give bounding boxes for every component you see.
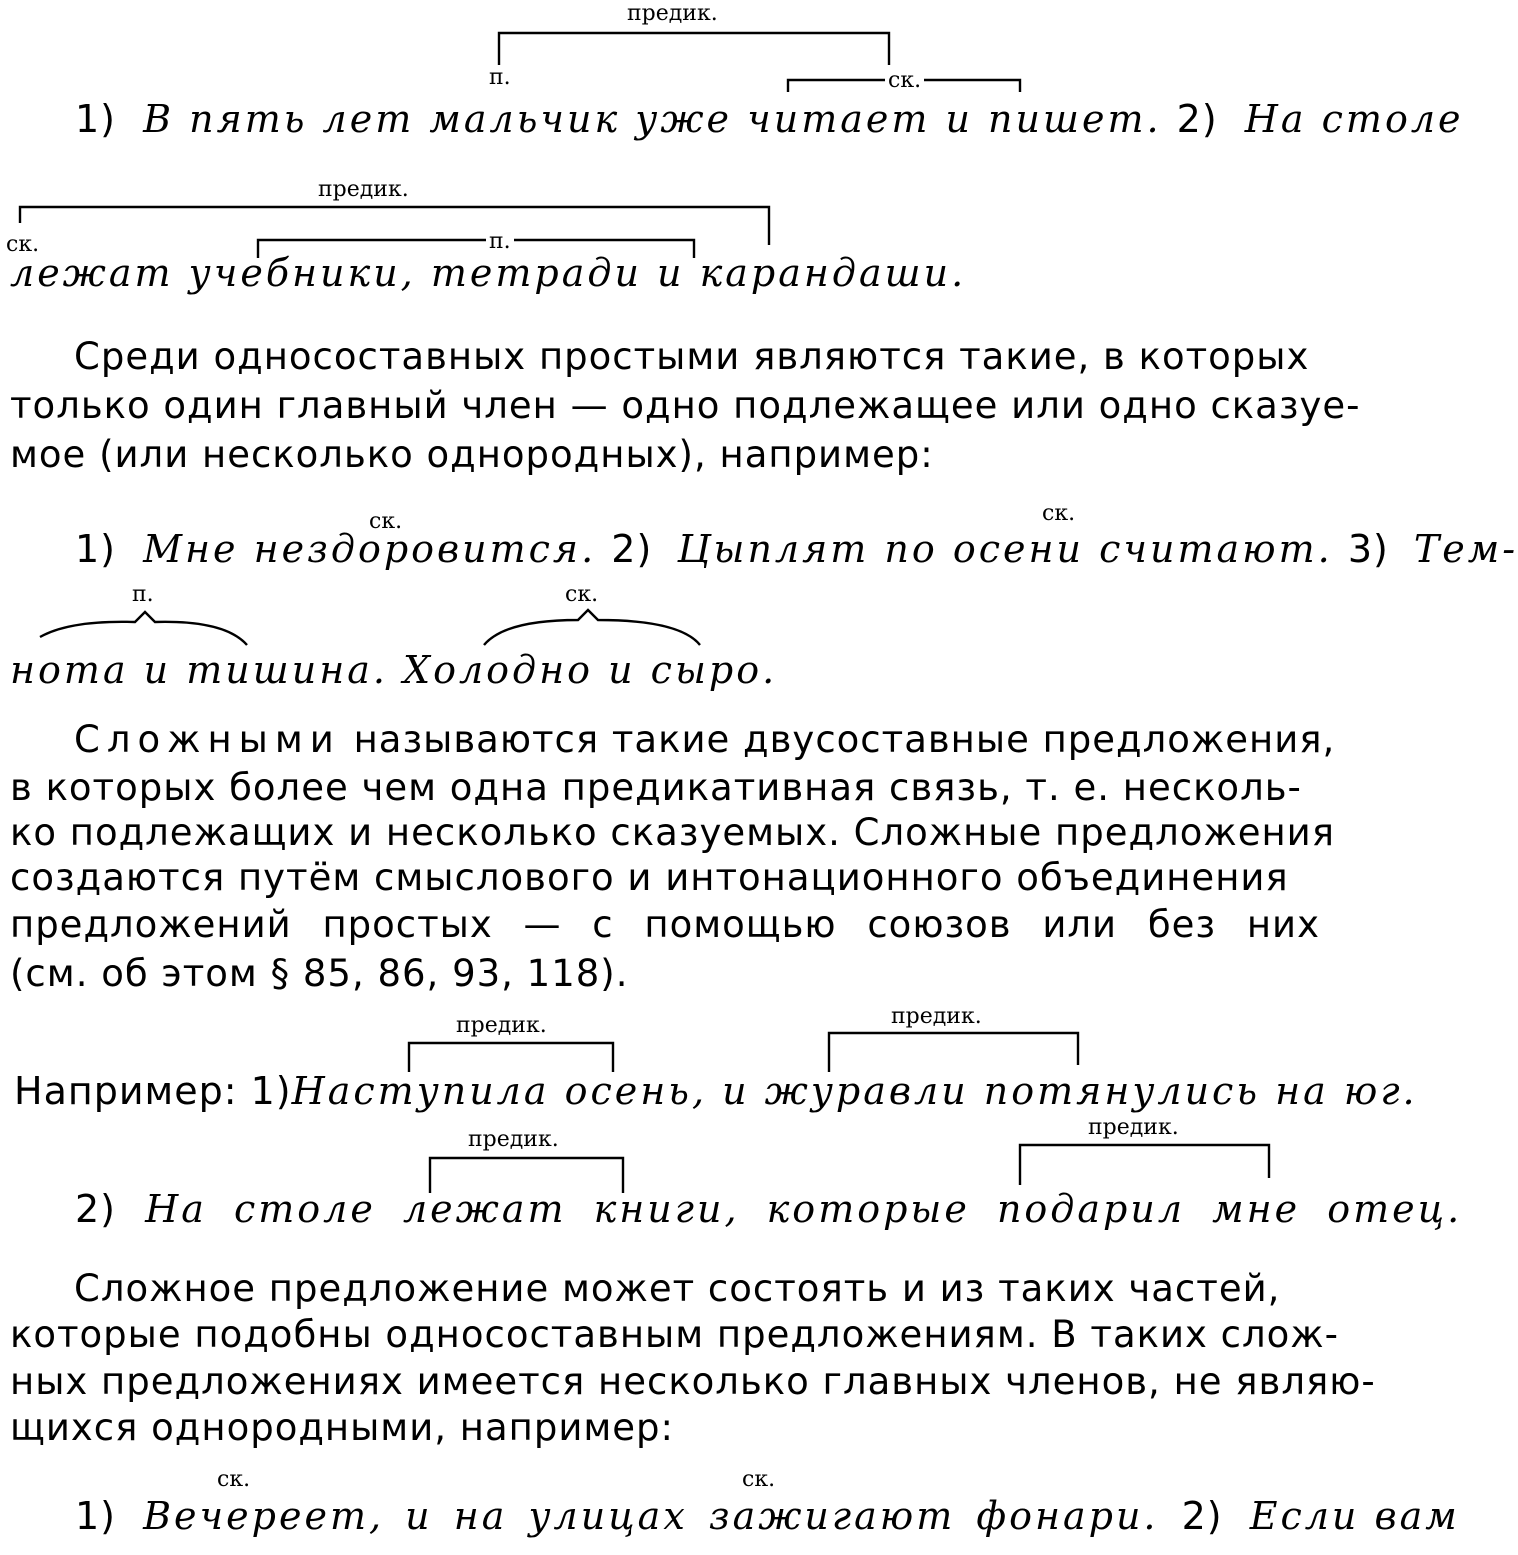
- example-sentence: лежат учебники, тетради и карандаши.: [10, 251, 967, 295]
- term-spaced: Сложными: [74, 718, 341, 761]
- label-p: п.: [486, 230, 514, 254]
- example-number: 2): [611, 527, 653, 571]
- example-sentence: Вечереет, и на улицах зажигают фонари.: [143, 1494, 1159, 1538]
- paragraph-line: (см. об этом § 85, 86, 93, 118).: [10, 952, 629, 995]
- bracket-predik-5b: [1020, 1145, 1269, 1185]
- example-line: [75, 1186, 1462, 1232]
- label-sk: ск.: [217, 1467, 251, 1492]
- example-number: 1): [75, 1494, 117, 1538]
- paragraph-text: называются такие двусоставные предложения,: [340, 718, 1336, 761]
- paragraph-line: ных предложениях имеется несколько главных членов, не являю-: [10, 1360, 1376, 1403]
- paragraph-line: Сложное предложение может состоять и из таких частей,: [74, 1267, 1281, 1310]
- paragraph-line: в которых более чем одна предикативная связь, т. е. несколь-: [10, 766, 1302, 809]
- example-sentence: Мне нездоровится.: [143, 527, 597, 571]
- bracket-predik-1: [499, 33, 889, 65]
- example-sentence: На столе: [1244, 97, 1464, 141]
- example-number: 2): [75, 1187, 117, 1231]
- label-sk: ск.: [742, 1467, 776, 1492]
- paragraph-line: только один главный член — одно подлежащее или одно сказуе-: [10, 384, 1361, 427]
- label-predik: предик.: [468, 1127, 559, 1152]
- paragraph-line: мое (или несколько однородных), например:: [10, 433, 934, 476]
- example-number: 1): [75, 527, 117, 571]
- example-sentence: Тем-: [1413, 527, 1518, 571]
- paragraph-line: [74, 718, 1335, 762]
- example-sentence: В пять лет мальчик уже читает и пишет.: [143, 97, 1162, 141]
- example-line: [75, 96, 1464, 142]
- example-number: 2): [1176, 97, 1218, 141]
- paragraph-line: которые подобны односоставным предложениям. В таких слож-: [10, 1313, 1339, 1356]
- label-predik: предик.: [318, 177, 409, 202]
- example-sentence: Наступила осень, и журавли потянулись на юг.: [291, 1069, 1418, 1113]
- example-sentence: Если вам: [1249, 1494, 1460, 1538]
- example-number: 2): [1181, 1494, 1223, 1538]
- paragraph-line: предложений простых — с помощью союзов или без них: [10, 903, 1320, 946]
- paragraph-line: создаются путём смыслового и интонационного объединения: [10, 856, 1289, 899]
- label-sk: ск.: [369, 509, 403, 534]
- paragraph-line: Среди односоставных простыми являются такие, в которых: [74, 335, 1310, 378]
- paragraph-line: щихся однородными, например:: [10, 1406, 675, 1449]
- paragraph-line: ко подлежащих и несколько сказуемых. Сложные предложения: [10, 811, 1335, 854]
- label-p: п.: [489, 65, 511, 90]
- bracket-predik-4b: [829, 1033, 1078, 1072]
- example-line: [75, 526, 1518, 572]
- example-sentence: На столе лежат книги, которые подарил мне отец.: [145, 1187, 1463, 1231]
- example-lead: Например: 1): [14, 1069, 292, 1113]
- brace-sk-3: [484, 610, 700, 645]
- label-predik: предик.: [627, 1, 718, 26]
- label-p: п.: [132, 582, 154, 607]
- example-number: 1): [75, 97, 117, 141]
- label-sk: ск.: [6, 232, 40, 257]
- label-sk: ск.: [1042, 501, 1076, 526]
- example-number: 3): [1347, 527, 1389, 571]
- label-sk: ск.: [565, 582, 599, 607]
- label-predik: предик.: [891, 1004, 982, 1029]
- example-line: [75, 1493, 1460, 1539]
- label-predik: предик.: [456, 1013, 547, 1038]
- brace-p-3: [40, 612, 247, 645]
- example-line: [14, 1068, 1418, 1114]
- label-sk: ск.: [885, 69, 924, 93]
- example-sentence: нота и тишина. Холодно и сыро.: [10, 648, 778, 692]
- label-predik: предик.: [1088, 1115, 1179, 1140]
- example-sentence: Цыплят по осени считают.: [677, 527, 1333, 571]
